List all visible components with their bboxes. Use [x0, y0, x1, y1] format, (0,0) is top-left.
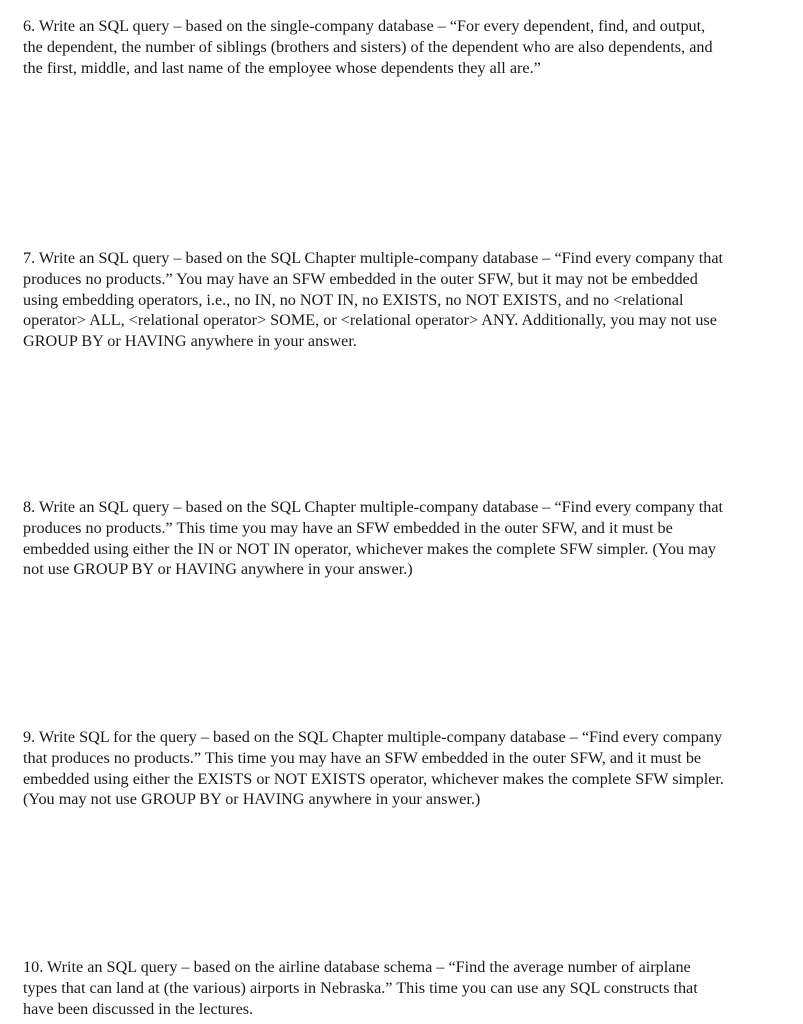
question-6: 6. Write an SQL query – based on the single-company database – “For every dependent, find, and output, the dependent, the number of siblings (brothers and sisters) of the dependent who are also dependents, and the first, middle, and last name of the employee whose dependents they all are.”	[23, 17, 713, 77]
question-10: 10. Write an SQL query – based on the airline database schema – “Find the average number of airplane types that can land at (the various) airports in Nebraska.” This time you can use any SQL constructs that have been discussed in the lectures.	[23, 958, 698, 1018]
question-7: 7. Write an SQL query – based on the SQL Chapter multiple-company database – “Find every company that produces no products.” You may have an SFW embedded in the outer SFW, but it may not be embedded using embedding operators, i.e., no IN, no NOT IN, no EXISTS, no NOT EXISTS, and no <relational operator> ALL, <relational operator> SOME, or <relational operator> ANY. Additionally, you may not use GROUP BY or HAVING anywhere in your answer.	[23, 249, 724, 351]
question-8: 8. Write an SQL query – based on the SQL Chapter multiple-company database – “Find every company that produces no products.” This time you may have an SFW embedded in the outer SFW, and it must be embedded using either the IN or NOT IN operator, whichever makes the complete SFW simpler. (You may not use GROUP BY or HAVING anywhere in your answer.)	[23, 498, 724, 579]
question-9: 9. Write SQL for the query – based on the SQL Chapter multiple-company database – “Find every company that produces no products.” This time you may have an SFW embedded in the outer SFW, and it must be embedded using either the EXISTS or NOT EXISTS operator, whichever makes the complete SFW simpler. (You may not use GROUP BY or HAVING anywhere in your answer.)	[23, 728, 724, 809]
